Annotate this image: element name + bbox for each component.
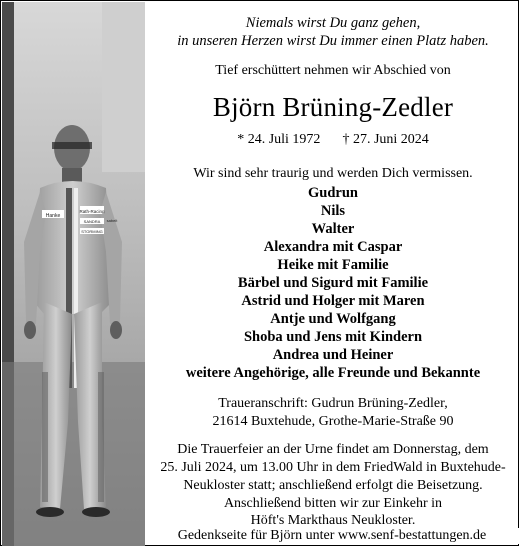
suit-logo-storming: STORMING	[81, 229, 103, 234]
mourner-line: Nils	[320, 203, 346, 219]
reception-line-1: Anschließend bitten wir zur Einkehr in	[223, 496, 443, 511]
suit-logo-hanke: Hanke	[45, 213, 61, 219]
mourner-line: Bärbel und Sigurd mit Familie	[237, 275, 429, 291]
portrait-photo	[2, 2, 145, 546]
mourner-line: Antje und Wolfgang	[270, 311, 396, 327]
death-date: † 27. Juni 2024	[342, 132, 429, 147]
mourner-line: Alexandra mit Caspar	[263, 239, 403, 255]
mourner-line: Andrea und Heiner	[272, 347, 394, 363]
mourner-line: Heike mit Familie	[277, 257, 389, 273]
motto-line-1: Niemals wirst Du ganz gehen,	[245, 15, 421, 31]
motto-line-2: in unseren Herzen wirst Du immer einen Platz haben.	[177, 33, 489, 49]
ceremony-line-1: Die Trauerfeier an der Urne findet am Donnerstag, dem	[177, 442, 489, 457]
address-line-1: Traueranschrift: Gudrun Brüning-Zedler,	[218, 396, 448, 411]
obituary-text	[146, 1, 520, 547]
life-dates	[146, 132, 520, 148]
sentiment-text: Wir sind sehr traurig und werden Dich vermissen.	[193, 166, 473, 181]
reception-line-2: Höft's Markthaus Neukloster.	[250, 513, 416, 528]
suit-logo-rath-racing: Rath-Racing	[79, 209, 105, 214]
mourner-line: Astrid und Holger mit Maren	[241, 293, 425, 309]
mourner-line: Walter	[311, 221, 355, 237]
memorial-website: Gedenkseite für Björn unter www.senf-bestattungen.de	[145, 528, 519, 544]
address-line-2: 21614 Buxtehude, Grothe-Marie-Straße 90	[212, 414, 454, 429]
ceremony-line-3: Neukloster statt; anschließend erfolgt die Beisetzung.	[183, 478, 483, 493]
mourner-line: Gudrun	[308, 185, 358, 201]
ceremony-line-2: 25. Juli 2024, um 13.00 Uhr in dem FriedWald in Buxtehude-	[160, 460, 506, 475]
deceased-name: Björn Brüning-Zedler	[212, 92, 454, 122]
suit-logo-sandra: SANDRA	[83, 219, 101, 224]
mourner-line: weitere Angehörige, alle Freunde und Bekannte	[185, 365, 481, 381]
birth-date: * 24. Juli 1972	[237, 132, 321, 147]
mourner-line: Shoba und Jens mit Kindern	[243, 329, 423, 345]
suit-logo-sabelt: sabelt	[106, 218, 118, 223]
portrait-illustration	[2, 2, 145, 546]
intro-text: Tief erschüttert nehmen wir Abschied von	[215, 63, 451, 78]
